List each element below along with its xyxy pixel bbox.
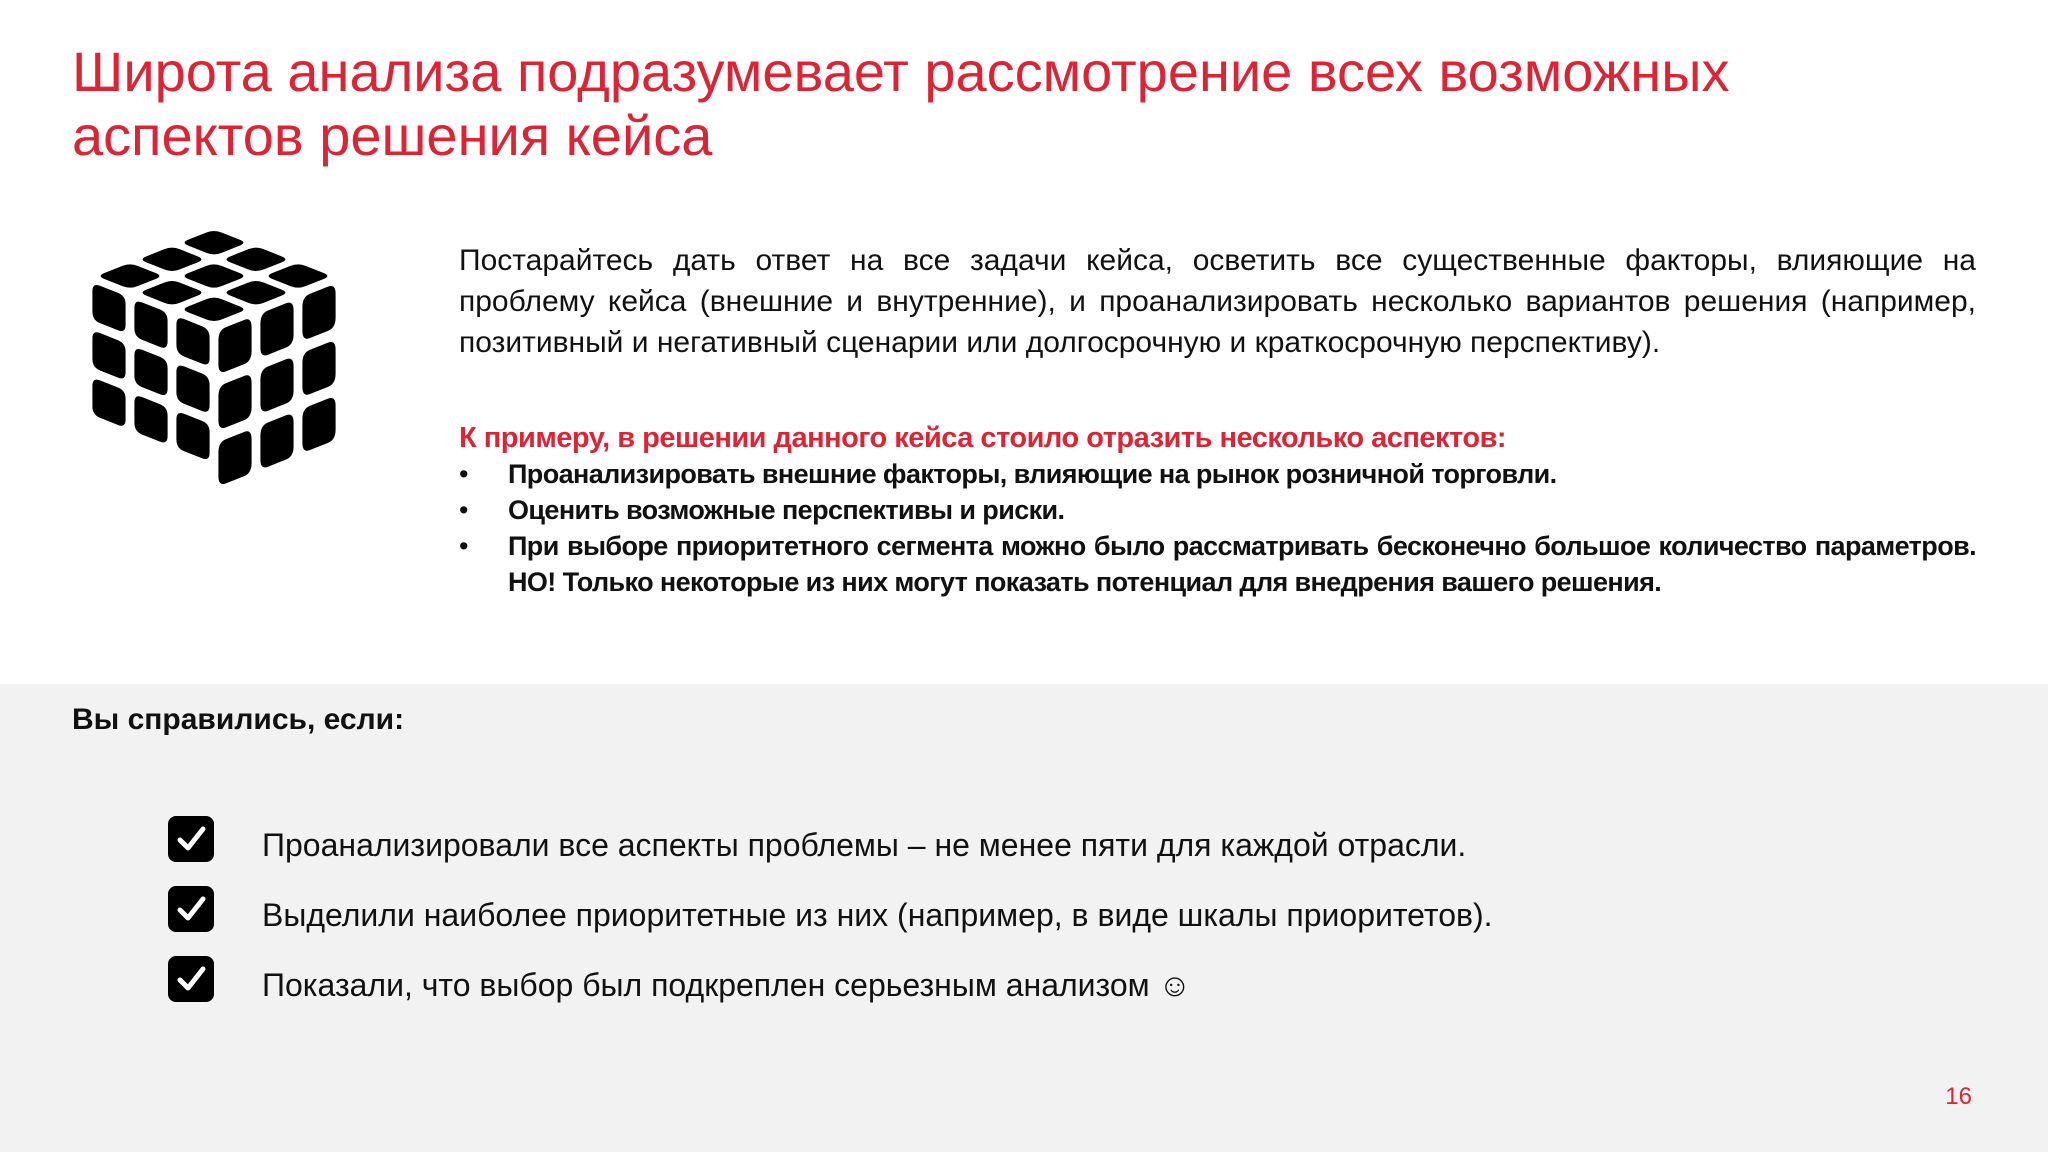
cube-tile [92,285,125,331]
cube-tile [269,264,328,287]
cube-tile [176,413,209,459]
success-criteria-label: Вы справились, если: [72,703,405,736]
criterion-text: Проанализировали все аспекты проблемы – не менее пяти для каждой отрасли. [262,827,1467,863]
cube-tile [260,359,293,412]
cube-tile [176,318,209,364]
page-number: 16 [1945,1083,1972,1110]
cube-tile [134,349,167,395]
aspect-item [459,456,1976,492]
bullet-icon: • [459,495,469,525]
cube-tile [302,342,335,395]
aspect-text: Проанализировать внешние факторы, влияющие на рынок розничной торговли. [508,459,1557,489]
aspect-item [459,492,1976,528]
aspect-list [459,456,1976,600]
cube-tile [185,298,244,321]
criterion-text: Выделили наиболее приоритетные из них (например, в виде шкалы приоритетов). [262,897,1493,933]
aspect-text: Оценить возможные перспективы и риски. [508,495,1065,525]
cube-tile [185,231,244,254]
cube-tile [218,319,251,372]
bullet-icon: • [459,531,469,561]
cube-tile [101,264,160,287]
cube-tile [260,415,293,468]
cube-tile [92,332,125,378]
cube-tile [143,248,202,271]
checkbox-checked-icon [168,886,214,932]
bullet-icon: • [459,459,469,489]
checkbox-checked-icon [168,816,214,862]
cube-tile [260,303,293,356]
cube-tile [218,375,251,428]
cube-tile [92,380,125,426]
cube-tile [227,281,286,304]
cube-tile [185,264,244,287]
cube-tile [134,302,167,348]
example-heading: К примеру, в решении данного кейса стоило отразить несколько аспектов: [459,422,1507,454]
cube-tile [143,281,202,304]
aspect-text: При выборе приоритетного сегмента можно было рассматривать бесконечно большое количество параметров. НО! Только некоторые из них могут показать потенциал для внедрения вашего решения. [508,531,1976,597]
checkbox-checked-icon [168,956,214,1002]
cube-tile [302,398,335,451]
cube-tile [218,431,251,484]
cube-tile [176,366,209,412]
rubiks-cube-icon [88,222,340,498]
cube-tile [134,396,167,442]
criterion-text: Показали, что выбор был подкреплен серьезным анализом ☺ [262,967,1192,1003]
cube-tile [227,248,286,271]
aspect-item [459,528,1976,600]
cube-tile [302,286,335,339]
intro-paragraph: Постарайтесь дать ответ на все задачи кейса, осветить все существенные факторы, влияющие на проблему кейса (внешние и внутренние), и проанализировать несколько вариантов решения (например, позитивный и негативный сценарии или долгосрочную и краткосрочную перспективу). [459,244,1976,359]
slide-title: Широта анализа подразумевает рассмотрение всех возможных аспектов решения кейса [72,40,1730,167]
